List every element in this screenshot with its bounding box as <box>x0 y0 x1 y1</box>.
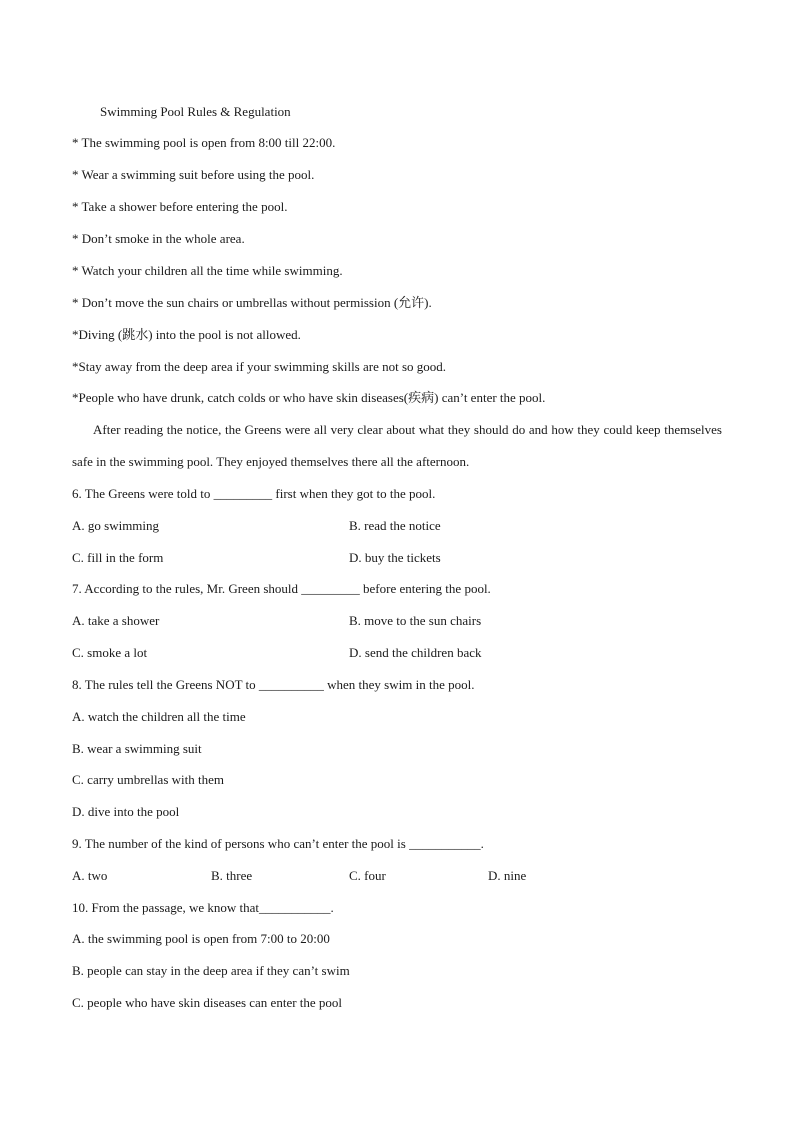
rule-item: *Stay away from the deep area if your swimming skills are not so good. <box>72 359 447 374</box>
question-8-option-d: D. dive into the pool <box>72 804 180 819</box>
question-9-option-d: D. nine <box>488 868 527 883</box>
rule-item: * Take a shower before entering the pool. <box>72 199 288 214</box>
rule-item: * Don’t smoke in the whole area. <box>72 231 245 246</box>
question-7-stem: 7. According to the rules, Mr. Green should _________ before entering the pool. <box>72 581 491 596</box>
rule-item: * Don’t move the sun chairs or umbrellas without permission (允许). <box>72 295 432 310</box>
question-7-options-row-2 <box>72 645 722 661</box>
rule-item: * Wear a swimming suit before using the pool. <box>72 167 315 182</box>
question-7-option-c: C. smoke a lot <box>72 645 148 660</box>
question-6-option-b: B. read the notice <box>349 518 441 533</box>
notice-title: Swimming Pool Rules & Regulation <box>100 104 291 119</box>
question-10-option-a: A. the swimming pool is open from 7:00 to 20:00 <box>72 931 330 946</box>
question-9-options-row <box>72 868 722 884</box>
question-6-stem: 6. The Greens were told to _________ first when they got to the pool. <box>72 486 436 501</box>
question-10-option-b: B. people can stay in the deep area if they can’t swim <box>72 963 350 978</box>
question-9-option-a: A. two <box>72 868 108 883</box>
question-6-option-d: D. buy the tickets <box>349 550 441 565</box>
question-8-option-c: C. carry umbrellas with them <box>72 772 224 787</box>
question-6-option-a: A. go swimming <box>72 518 160 533</box>
rule-item: *Diving (跳水) into the pool is not allowed. <box>72 327 301 342</box>
question-8-option-a: A. watch the children all the time <box>72 709 246 724</box>
question-7-option-a: A. take a shower <box>72 613 160 628</box>
rule-item: * The swimming pool is open from 8:00 till 22:00. <box>72 135 336 150</box>
question-10-stem: 10. From the passage, we know that___________. <box>72 900 334 915</box>
question-6-options-row-2 <box>72 550 722 566</box>
question-9-stem: 9. The number of the kind of persons who can’t enter the pool is ___________. <box>72 836 484 851</box>
question-8-stem: 8. The rules tell the Greens NOT to __________ when they swim in the pool. <box>72 677 475 692</box>
question-7-options-row-1 <box>72 613 722 629</box>
question-10-option-c: C. people who have skin diseases can enter the pool <box>72 995 343 1010</box>
question-7-option-b: B. move to the sun chairs <box>349 613 482 628</box>
question-8-option-b: B. wear a swimming suit <box>72 741 202 756</box>
passage-paragraph: After reading the notice, the Greens were all very clear about what they should do and how they could keep themselves safe in the swimming pool. They enjoyed themselves there all the afternoon. <box>72 422 722 469</box>
rule-item: * Watch your children all the time while swimming. <box>72 263 343 278</box>
question-6-options-row-1 <box>72 518 722 534</box>
question-6-option-c: C. fill in the form <box>72 550 164 565</box>
question-7-option-d: D. send the children back <box>349 645 482 660</box>
question-9-option-c: C. four <box>349 868 386 883</box>
question-9-option-b: B. three <box>211 868 253 883</box>
rule-item: *People who have drunk, catch colds or who have skin diseases(疾病) can’t enter the pool. <box>72 390 546 405</box>
